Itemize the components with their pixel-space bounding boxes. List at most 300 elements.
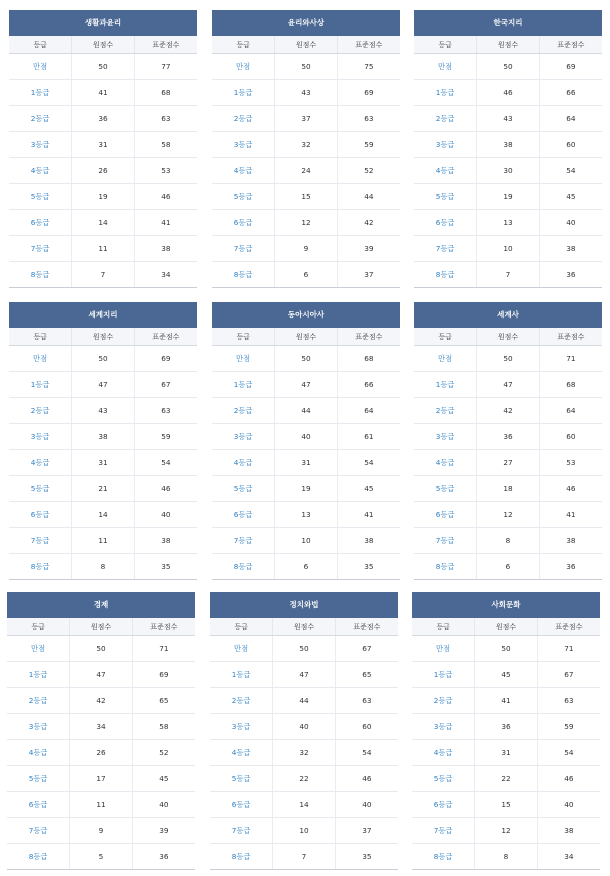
standard-score-cell: 63: [335, 688, 398, 714]
standard-score-cell: 54: [337, 450, 400, 476]
standard-score-cell: 54: [335, 740, 398, 766]
raw-score-cell: 15: [475, 792, 538, 818]
standard-score-column-header: 표준점수: [337, 328, 400, 346]
grade-cell: 만점: [414, 54, 477, 80]
table-row: [414, 372, 602, 398]
score-table-card: [212, 302, 400, 580]
table-row: [212, 372, 400, 398]
grade-cell: 2등급: [212, 398, 275, 424]
grade-cell: 2등급: [9, 106, 72, 132]
table-row: [414, 476, 602, 502]
raw-score-column-header: 원점수: [70, 618, 133, 636]
raw-score-cell: 38: [72, 424, 135, 450]
raw-score-cell: 32: [275, 132, 338, 158]
subject-title: 사회문화: [412, 592, 600, 618]
raw-score-cell: 50: [72, 346, 135, 372]
table-row: [212, 424, 400, 450]
subject-title: 동아시아사: [212, 302, 400, 328]
grade-cell: 8등급: [212, 262, 275, 288]
raw-score-cell: 47: [72, 372, 135, 398]
table-row: [9, 398, 197, 424]
standard-score-cell: 36: [159, 852, 169, 861]
standard-score-cell: 36: [566, 562, 576, 571]
standard-score-column-header: 표준점수: [537, 618, 600, 636]
raw-score-cell: 12: [275, 210, 338, 236]
grade-column-header: 등급: [9, 328, 72, 346]
grade-cell: 7등급: [212, 236, 275, 262]
standard-score-column-header: 표준점수: [337, 36, 400, 54]
grade-cell: 7등급: [210, 818, 273, 844]
grade-cell: 만점: [7, 636, 70, 662]
table-row: [7, 688, 195, 714]
raw-score-cell: 11: [72, 528, 135, 554]
score-table: [212, 36, 400, 287]
standard-score-cell: 38: [539, 236, 602, 262]
standard-score-cell: 34: [564, 852, 574, 861]
grade-cell: 2등급: [414, 398, 477, 424]
standard-score-cell: 63: [537, 688, 600, 714]
score-table: [414, 36, 602, 287]
raw-score-cell: 50: [273, 636, 336, 662]
standard-score-cell: 58: [134, 132, 197, 158]
subject-title: 세계사: [414, 302, 602, 328]
standard-score-cell: 40: [539, 210, 602, 236]
grade-cell: 4등급: [212, 450, 275, 476]
table-row: [414, 132, 602, 158]
table-row: [212, 554, 400, 580]
table-row: [414, 184, 602, 210]
raw-score-cell: 50: [70, 636, 133, 662]
raw-score-cell: 36: [72, 106, 135, 132]
raw-score-column-header: 원점수: [72, 36, 135, 54]
standard-score-cell: 60: [335, 714, 398, 740]
table-row: [414, 262, 602, 288]
table-row: [414, 80, 602, 106]
table-row: [9, 528, 197, 554]
table-row: [210, 740, 398, 766]
table-row: [212, 184, 400, 210]
raw-score-cell: 50: [72, 54, 135, 80]
raw-score-cell: 43: [477, 106, 540, 132]
raw-score-cell: 10: [273, 818, 336, 844]
table-row: [9, 54, 197, 80]
table-row: [412, 662, 600, 688]
standard-score-cell: 35: [364, 562, 374, 571]
table-row: [414, 346, 602, 372]
standard-score-cell: 61: [337, 424, 400, 450]
standard-score-cell: 59: [337, 132, 400, 158]
grade-cell: 8등급: [9, 554, 72, 580]
raw-score-cell: 31: [475, 740, 538, 766]
grade-column-header: 등급: [414, 36, 477, 54]
table-row: [414, 398, 602, 424]
table-row: [212, 502, 400, 528]
raw-score-cell: 11: [72, 236, 135, 262]
grade-cell: 6등급: [414, 210, 477, 236]
standard-score-cell: 41: [539, 502, 602, 528]
table-row: [210, 636, 398, 662]
score-table-card: [414, 302, 602, 580]
table-row: [210, 766, 398, 792]
raw-score-cell: 41: [72, 80, 135, 106]
grade-cell: 4등급: [210, 740, 273, 766]
standard-score-cell: 68: [539, 372, 602, 398]
table-row: [412, 714, 600, 740]
table-row: [412, 636, 600, 662]
standard-score-cell: 35: [161, 562, 171, 571]
standard-score-cell: 68: [134, 80, 197, 106]
standard-score-cell: 60: [539, 424, 602, 450]
standard-score-cell: 71: [539, 346, 602, 372]
table-row: [412, 792, 600, 818]
table-row: [212, 346, 400, 372]
table-row: [9, 132, 197, 158]
table-row: [9, 184, 197, 210]
grade-cell: 6등급: [9, 502, 72, 528]
raw-score-cell: 44: [273, 688, 336, 714]
raw-score-cell: 46: [477, 80, 540, 106]
table-header-row: [9, 328, 197, 346]
raw-score-cell: 14: [72, 502, 135, 528]
grade-cell: 8등급: [210, 844, 273, 870]
grade-cell: 2등급: [414, 106, 477, 132]
standard-score-cell: 40: [537, 792, 600, 818]
table-row: [412, 766, 600, 792]
standard-score-cell: 35: [362, 852, 372, 861]
raw-score-cell: 26: [72, 158, 135, 184]
grade-cell: 3등급: [414, 424, 477, 450]
raw-score-cell: 6: [477, 554, 540, 580]
table-row: [9, 372, 197, 398]
grade-cell: 4등급: [212, 158, 275, 184]
table-row: [7, 818, 195, 844]
raw-score-cell: 43: [275, 80, 338, 106]
raw-score-cell: 27: [477, 450, 540, 476]
raw-score-cell: 50: [475, 636, 538, 662]
raw-score-column-header: 원점수: [275, 328, 338, 346]
standard-score-cell: 39: [337, 236, 400, 262]
grade-cell: 4등급: [9, 450, 72, 476]
raw-score-column-header: 원점수: [475, 618, 538, 636]
raw-score-cell: 5: [70, 844, 133, 870]
raw-score-cell: 21: [72, 476, 135, 502]
table-row: [212, 236, 400, 262]
grade-cell: 7등급: [414, 236, 477, 262]
table-row: [210, 844, 398, 870]
raw-score-cell: 24: [275, 158, 338, 184]
grade-cell: 6등급: [212, 502, 275, 528]
standard-score-cell: 69: [132, 662, 195, 688]
grade-cell: 4등급: [414, 158, 477, 184]
grade-cell: 만점: [212, 346, 275, 372]
standard-score-cell: 64: [337, 398, 400, 424]
standard-score-cell: 38: [134, 528, 197, 554]
standard-score-cell: 53: [134, 158, 197, 184]
score-table: [414, 328, 602, 579]
grade-cell: 1등급: [7, 662, 70, 688]
raw-score-cell: 11: [70, 792, 133, 818]
grade-cell: 8등급: [414, 262, 477, 288]
raw-score-cell: 30: [477, 158, 540, 184]
standard-score-cell: 69: [134, 346, 197, 372]
raw-score-cell: 19: [477, 184, 540, 210]
standard-score-cell: 63: [134, 398, 197, 424]
standard-score-cell: 41: [134, 210, 197, 236]
raw-score-cell: 43: [72, 398, 135, 424]
table-row: [212, 132, 400, 158]
score-table: [9, 328, 197, 579]
raw-score-cell: 9: [275, 236, 338, 262]
table-row: [414, 424, 602, 450]
grade-column-header: 등급: [210, 618, 273, 636]
table-row: [412, 688, 600, 714]
grade-cell: 7등급: [414, 528, 477, 554]
raw-score-cell: 37: [275, 106, 338, 132]
grade-cell: 7등급: [9, 528, 72, 554]
table-row: [414, 236, 602, 262]
raw-score-cell: 9: [70, 818, 133, 844]
standard-score-cell: 65: [335, 662, 398, 688]
grade-column-header: 등급: [414, 328, 477, 346]
score-table: [9, 36, 197, 287]
table-row: [9, 450, 197, 476]
grade-cell: 2등급: [212, 106, 275, 132]
grade-cell: 7등급: [412, 818, 475, 844]
standard-score-cell: 46: [537, 766, 600, 792]
grade-cell: 3등급: [210, 714, 273, 740]
grade-cell: 2등급: [210, 688, 273, 714]
standard-score-cell: 36: [566, 270, 576, 279]
grade-cell: 7등급: [9, 236, 72, 262]
standard-score-cell: 38: [134, 236, 197, 262]
raw-score-cell: 50: [477, 54, 540, 80]
grade-cell: 5등급: [210, 766, 273, 792]
grade-cell: 4등급: [9, 158, 72, 184]
standard-score-cell: 54: [539, 158, 602, 184]
table-header-row: [9, 36, 197, 54]
standard-score-cell: 52: [337, 158, 400, 184]
table-row: [9, 236, 197, 262]
table-row: [9, 262, 197, 288]
table-row: [210, 714, 398, 740]
grade-cell: 6등급: [412, 792, 475, 818]
raw-score-cell: 7: [273, 844, 336, 870]
standard-score-cell: 67: [335, 636, 398, 662]
raw-score-cell: 10: [477, 236, 540, 262]
standard-score-cell: 67: [134, 372, 197, 398]
table-row: [9, 210, 197, 236]
grade-cell: 5등급: [414, 184, 477, 210]
raw-score-cell: 18: [477, 476, 540, 502]
standard-score-column-header: 표준점수: [539, 36, 602, 54]
standard-score-cell: 75: [337, 54, 400, 80]
score-table: [412, 618, 600, 869]
standard-score-cell: 34: [161, 270, 171, 279]
score-table: [210, 618, 398, 869]
standard-score-cell: 45: [337, 476, 400, 502]
table-row: [7, 662, 195, 688]
raw-score-cell: 8: [475, 844, 538, 870]
table-row: [9, 158, 197, 184]
raw-score-cell: 10: [275, 528, 338, 554]
table-row: [212, 80, 400, 106]
raw-score-cell: 41: [475, 688, 538, 714]
grade-cell: 만점: [9, 346, 72, 372]
raw-score-cell: 42: [70, 688, 133, 714]
grade-cell: 만점: [414, 346, 477, 372]
table-row: [414, 158, 602, 184]
raw-score-cell: 47: [70, 662, 133, 688]
grade-cell: 1등급: [212, 372, 275, 398]
standard-score-cell: 71: [132, 636, 195, 662]
table-row: [7, 740, 195, 766]
grade-cell: 8등급: [212, 554, 275, 580]
standard-score-cell: 59: [537, 714, 600, 740]
raw-score-cell: 15: [275, 184, 338, 210]
table-row: [7, 844, 195, 870]
standard-score-cell: 46: [134, 184, 197, 210]
table-row: [414, 210, 602, 236]
raw-score-cell: 7: [72, 262, 135, 288]
grade-cell: 8등급: [9, 262, 72, 288]
standard-score-cell: 60: [539, 132, 602, 158]
grade-cell: 3등급: [212, 132, 275, 158]
raw-score-cell: 36: [475, 714, 538, 740]
standard-score-cell: 68: [337, 346, 400, 372]
table-row: [9, 80, 197, 106]
raw-score-cell: 6: [275, 262, 338, 288]
standard-score-cell: 58: [132, 714, 195, 740]
standard-score-cell: 37: [335, 818, 398, 844]
raw-score-cell: 31: [72, 450, 135, 476]
table-row: [212, 398, 400, 424]
subject-title: 한국지리: [414, 10, 602, 36]
raw-score-column-header: 원점수: [477, 36, 540, 54]
standard-score-column-header: 표준점수: [335, 618, 398, 636]
grade-cell: 7등급: [7, 818, 70, 844]
grade-cell: 2등급: [7, 688, 70, 714]
table-header-row: [212, 36, 400, 54]
grade-column-header: 등급: [212, 36, 275, 54]
table-row: [212, 158, 400, 184]
table-row: [7, 766, 195, 792]
grade-cell: 2등급: [9, 398, 72, 424]
table-row: [210, 688, 398, 714]
table-row: [212, 210, 400, 236]
grade-column-header: 등급: [212, 328, 275, 346]
standard-score-cell: 46: [134, 476, 197, 502]
grade-cell: 6등급: [7, 792, 70, 818]
grade-cell: 5등급: [212, 476, 275, 502]
table-row: [212, 528, 400, 554]
table-row: [414, 54, 602, 80]
subject-title: 윤리와사상: [212, 10, 400, 36]
table-row: [414, 528, 602, 554]
raw-score-cell: 7: [477, 262, 540, 288]
grade-cell: 5등급: [9, 476, 72, 502]
raw-score-cell: 14: [273, 792, 336, 818]
grade-cell: 3등급: [212, 424, 275, 450]
grade-cell: 4등급: [412, 740, 475, 766]
grade-cell: 1등급: [414, 372, 477, 398]
table-header-row: [414, 36, 602, 54]
score-table-card: [9, 302, 197, 580]
raw-score-cell: 32: [273, 740, 336, 766]
raw-score-cell: 50: [477, 346, 540, 372]
standard-score-cell: 67: [537, 662, 600, 688]
score-table: [212, 328, 400, 579]
standard-score-cell: 69: [539, 54, 602, 80]
standard-score-cell: 38: [337, 528, 400, 554]
grade-cell: 3등급: [9, 132, 72, 158]
raw-score-cell: 8: [72, 554, 135, 580]
standard-score-cell: 39: [132, 818, 195, 844]
raw-score-cell: 14: [72, 210, 135, 236]
raw-score-cell: 38: [477, 132, 540, 158]
raw-score-column-header: 원점수: [477, 328, 540, 346]
raw-score-cell: 22: [273, 766, 336, 792]
table-row: [210, 662, 398, 688]
grade-cell: 1등급: [412, 662, 475, 688]
raw-score-cell: 47: [275, 372, 338, 398]
table-row: [414, 502, 602, 528]
grade-cell: 만점: [210, 636, 273, 662]
table-row: [414, 106, 602, 132]
standard-score-cell: 45: [132, 766, 195, 792]
raw-score-cell: 40: [273, 714, 336, 740]
grade-cell: 1등급: [210, 662, 273, 688]
table-row: [414, 450, 602, 476]
raw-score-cell: 47: [477, 372, 540, 398]
standard-score-cell: 45: [539, 184, 602, 210]
standard-score-cell: 69: [337, 80, 400, 106]
standard-score-cell: 41: [337, 502, 400, 528]
raw-score-cell: 12: [477, 502, 540, 528]
table-row: [9, 424, 197, 450]
standard-score-cell: 40: [132, 792, 195, 818]
raw-score-cell: 36: [477, 424, 540, 450]
table-header-row: [412, 618, 600, 636]
raw-score-column-header: 원점수: [72, 328, 135, 346]
raw-score-cell: 12: [475, 818, 538, 844]
table-row: [9, 476, 197, 502]
standard-score-cell: 65: [132, 688, 195, 714]
score-table-card: [212, 10, 400, 288]
standard-score-cell: 54: [537, 740, 600, 766]
raw-score-cell: 31: [72, 132, 135, 158]
standard-score-cell: 46: [335, 766, 398, 792]
subject-title: 생활과윤리: [9, 10, 197, 36]
grade-cell: 7등급: [212, 528, 275, 554]
score-table-card: [414, 10, 602, 288]
standard-score-cell: 66: [539, 80, 602, 106]
standard-score-cell: 63: [134, 106, 197, 132]
raw-score-cell: 34: [70, 714, 133, 740]
grade-column-header: 등급: [7, 618, 70, 636]
grade-cell: 3등급: [412, 714, 475, 740]
score-table-card: [210, 592, 398, 870]
raw-score-cell: 19: [72, 184, 135, 210]
standard-score-column-header: 표준점수: [539, 328, 602, 346]
grade-cell: 8등급: [414, 554, 477, 580]
grade-cell: 6등급: [9, 210, 72, 236]
table-row: [210, 818, 398, 844]
raw-score-cell: 50: [275, 54, 338, 80]
raw-score-cell: 50: [275, 346, 338, 372]
standard-score-cell: 71: [537, 636, 600, 662]
standard-score-cell: 38: [537, 818, 600, 844]
raw-score-cell: 40: [275, 424, 338, 450]
